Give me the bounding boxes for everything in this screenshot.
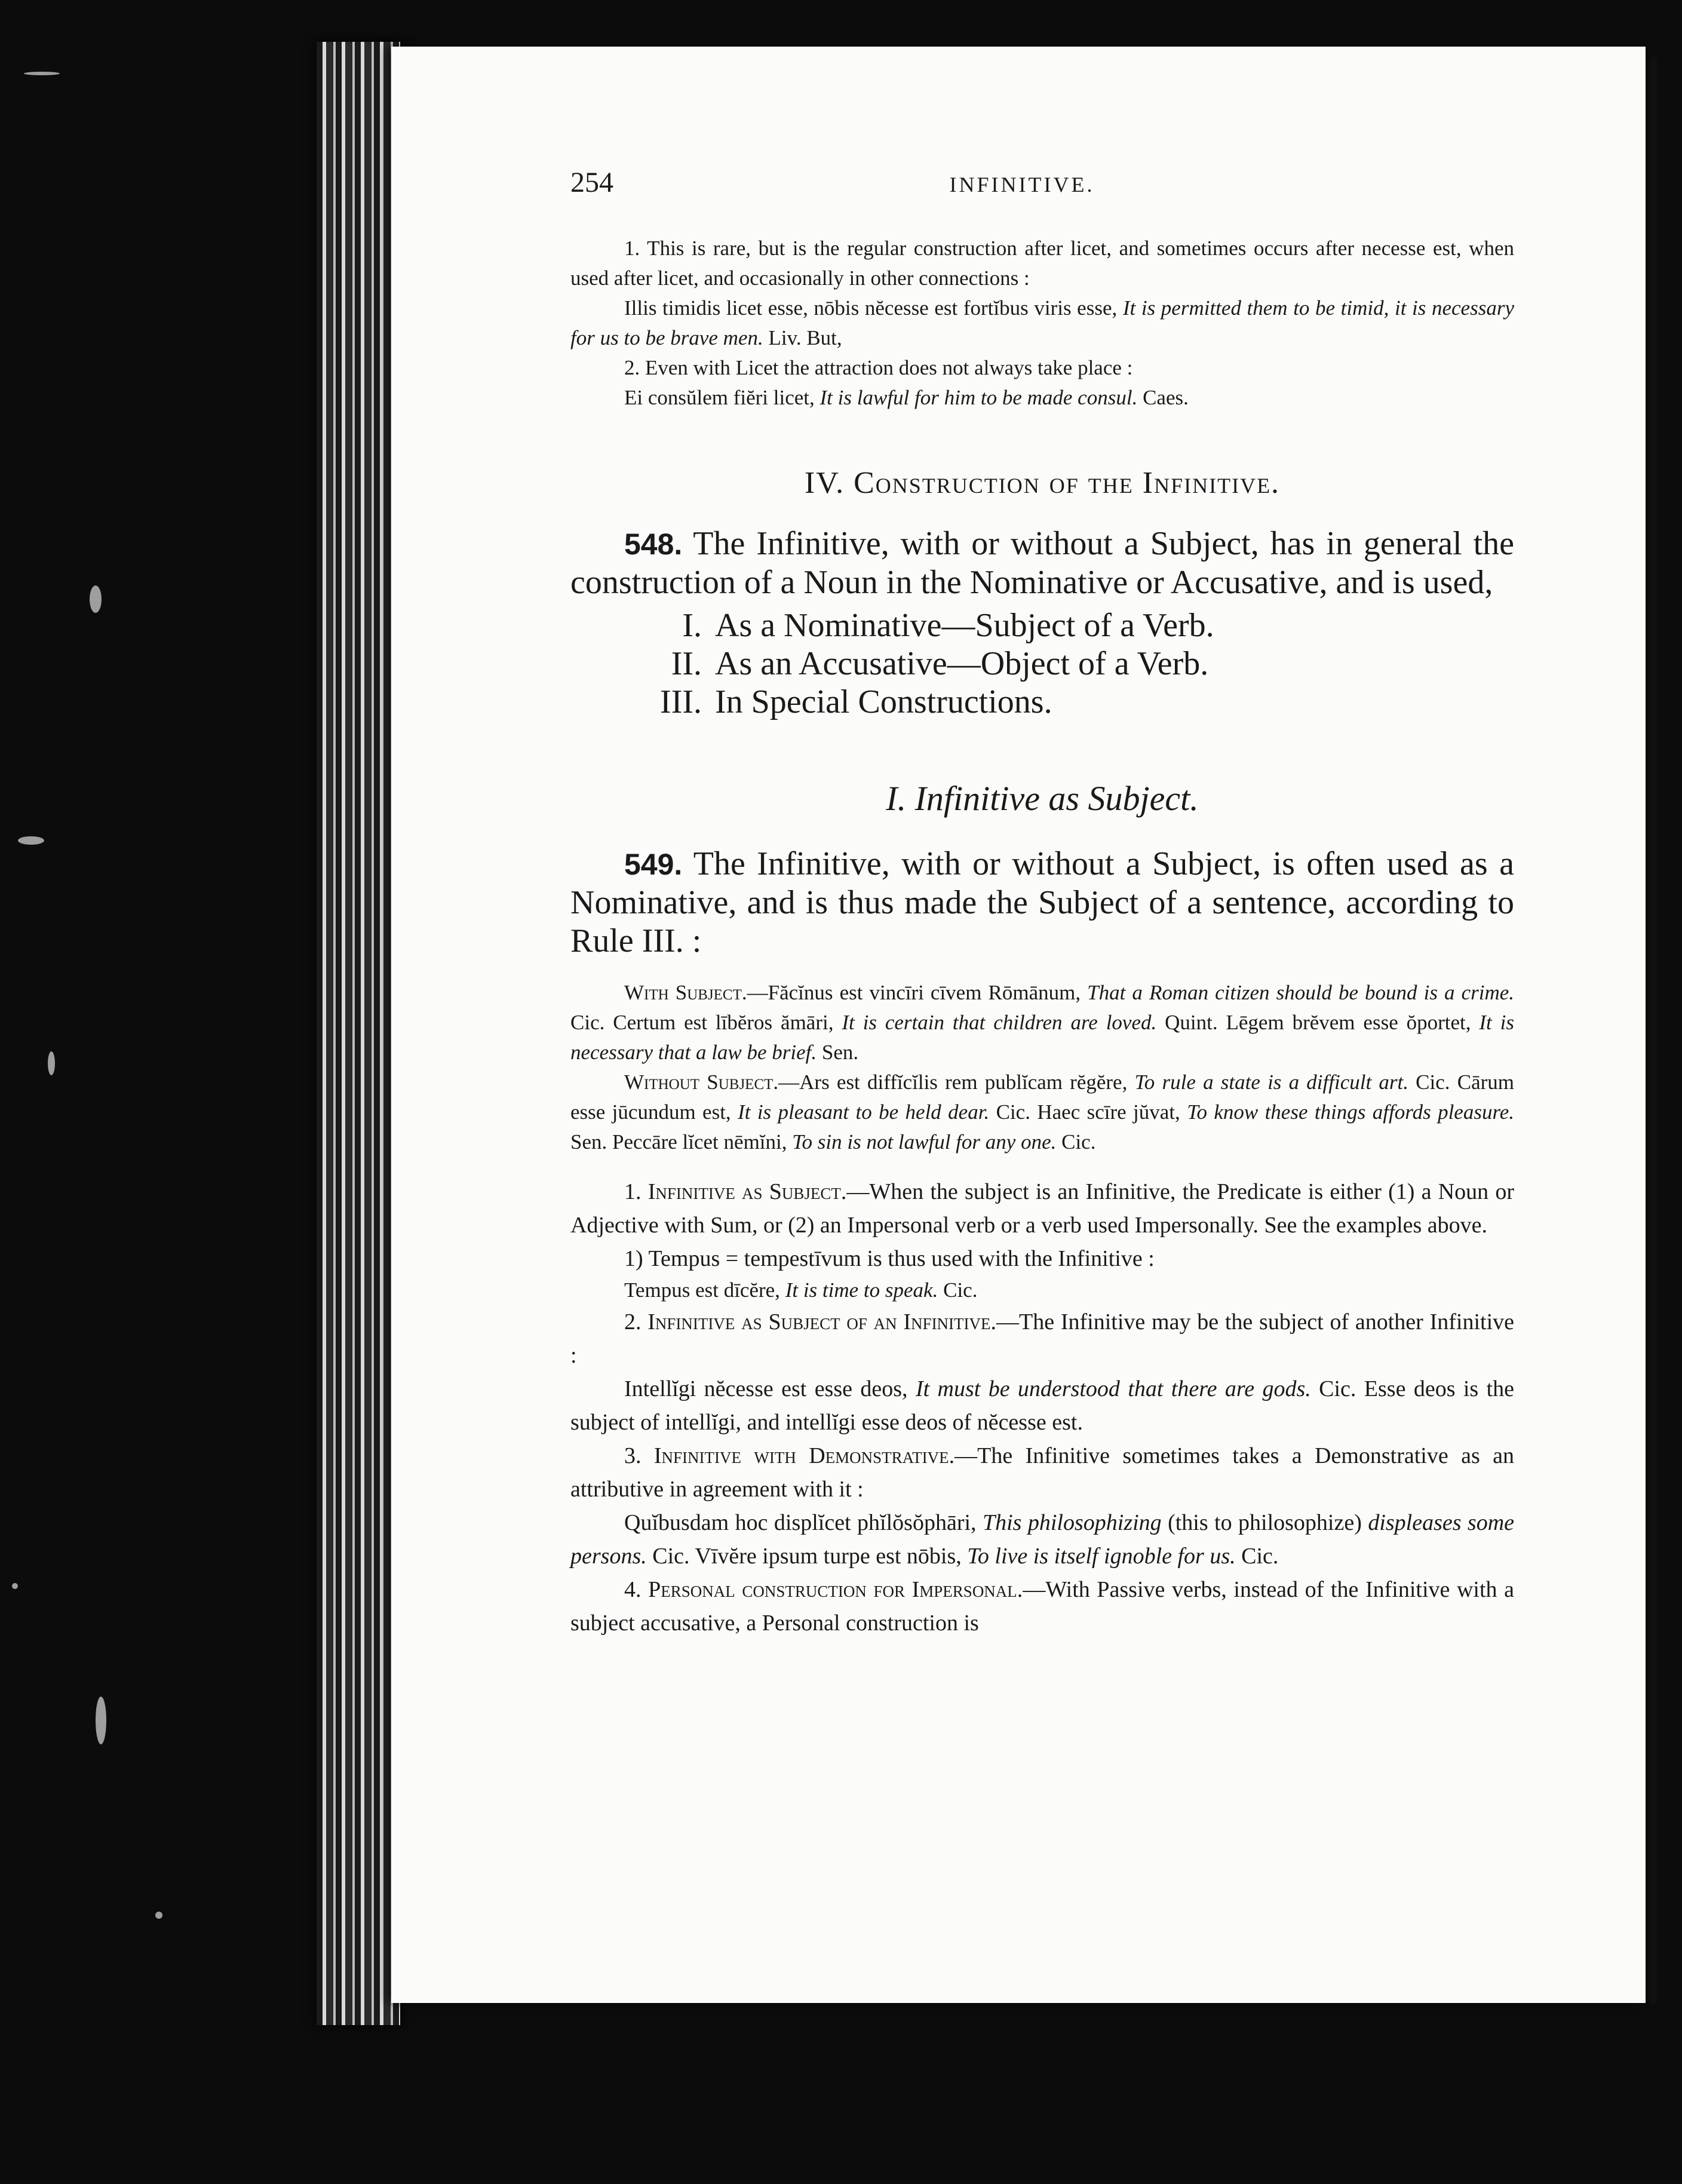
note-demonstrative-example: [570, 1506, 1514, 1573]
english-translation: To live is itself ignoble for us.: [967, 1544, 1236, 1569]
source-citation: Cic.: [570, 1011, 605, 1034]
english-translation: To sin is not lawful for any one.: [792, 1130, 1057, 1154]
scan-speck: [90, 585, 102, 613]
usage-list: [570, 606, 1514, 721]
english-translation: This philosophizing: [982, 1510, 1162, 1535]
scan-speck: [155, 1912, 162, 1919]
list-item-text: As an Accusative—Object of a Verb.: [715, 645, 1209, 682]
latin-example: Illis timidis licet esse, nōbis nĕcesse est fortĭbus viris esse,: [624, 296, 1118, 320]
note-2-example: [570, 383, 1514, 413]
roman-numeral: I.: [682, 607, 702, 644]
note-text: —The Infinitive sometimes takes a Demonstrative as an attributive in agreement with it :: [570, 1443, 1515, 1502]
scan-speck: [12, 1583, 18, 1589]
section-numeral: IV.: [804, 466, 845, 500]
note-text: —When the subject is an Infinitive, the Predicate is either (1) a Noun or Adjective with Sum, or (2) an Impersonal verb or a verb used Impersonally. See the examples above.: [570, 1179, 1514, 1238]
paragraph-549: [570, 845, 1514, 960]
note-subject-of-infinitive-example: [570, 1372, 1514, 1439]
source-citation: Liv. But,: [768, 326, 842, 349]
example-label: Without Subject.: [624, 1070, 779, 1094]
list-item: [570, 683, 1514, 721]
note-1-text: 1. This is rare, but is the regular construction after licet, and sometimes occurs after necesse est, when used after licet, and occasionally in other connections :: [570, 237, 1514, 290]
latin-example: —Făcĭnus est vincīri cīvem Rōmānum,: [747, 981, 1081, 1004]
latin-example: Cārum esse jūcundum est,: [570, 1070, 1514, 1124]
note-demonstrative: [570, 1439, 1514, 1506]
without-subject-examples: [570, 1068, 1514, 1157]
scan-speck: [24, 72, 60, 75]
note-2: [570, 353, 1514, 383]
list-item-text: In Special Constructions.: [715, 683, 1052, 720]
source-citation: Cic.: [652, 1544, 690, 1569]
latin-example: —Ars est diffĭcĭlis rem publĭcam rĕgĕre,: [778, 1070, 1128, 1094]
note-tempus-example: [570, 1275, 1514, 1305]
latin-example: Certum est lībĕros ămāri,: [613, 1011, 834, 1034]
english-translation: That a Roman citizen should be bound is a crime.: [1087, 981, 1515, 1004]
latin-example: Peccāre lĭcet nēmĭni,: [612, 1130, 787, 1154]
english-translation: To know these things affords pleasure.: [1187, 1100, 1515, 1124]
with-subject-examples: [570, 978, 1514, 1068]
page-number: 254: [570, 167, 613, 198]
paragraph-548: [570, 524, 1514, 602]
source-citation: Cic.: [1241, 1544, 1279, 1569]
running-head: [570, 166, 1514, 199]
latin-example: Vīvĕre ipsum turpe est nōbis,: [695, 1544, 962, 1569]
english-translation: displeases some persons.: [570, 1510, 1515, 1569]
english-translation: It is certain that children are loved.: [842, 1011, 1157, 1034]
note-label: 4. Personal construction for Impersonal.: [624, 1577, 1023, 1602]
roman-numeral: II.: [671, 645, 702, 682]
english-translation: It is lawful for him to be made consul.: [819, 386, 1138, 409]
list-item-text: As a Nominative—Subject of a Verb.: [715, 607, 1214, 644]
paragraph-text: The Infinitive, with or without a Subject, has in general the construction of a Noun in the Nominative or Accusative, and is used,: [570, 525, 1514, 601]
english-translation: It must be understood that there are gods.: [915, 1376, 1311, 1401]
paragraph-number: 549.: [624, 848, 683, 881]
subsection-heading: I. Infinitive as Subject.: [886, 779, 1199, 818]
scan-speck: [18, 836, 44, 845]
latin-example: Haec scīre jŭvat,: [1037, 1100, 1180, 1124]
list-item: [570, 645, 1514, 683]
note-label: 3. Infinitive with Demonstrative.: [624, 1443, 955, 1468]
english-translation: It is time to speak.: [785, 1278, 938, 1302]
note-infinitive-as-subject: [570, 1175, 1514, 1242]
page-content: [570, 166, 1514, 1640]
note-subject-of-infinitive: [570, 1305, 1514, 1372]
note-label: 1. Infinitive as Subject.: [624, 1179, 847, 1204]
source-citation: Cic.: [943, 1278, 978, 1302]
running-title: INFINITIVE.: [949, 173, 1095, 197]
paragraph-text: The Infinitive, with or without a Subject, is often used as a Nominative, and is thus made the Subject of a sentence, according to Rule III. :: [570, 845, 1514, 959]
source-citation: Cic.: [996, 1100, 1030, 1124]
english-translation: It is permitted them to be timid, it is necessary for us to be brave men.: [570, 296, 1514, 349]
source-citation: Sen.: [821, 1041, 859, 1064]
latin-example: Tempus est dīcĕre,: [624, 1278, 780, 1302]
latin-example: Quĭbusdam hoc displĭcet phĭlŏsŏphāri,: [624, 1510, 977, 1535]
source-citation: Quint.: [1165, 1011, 1218, 1034]
list-item: [570, 606, 1514, 645]
scan-speck: [48, 1051, 55, 1075]
section-title: Construction of the Infinitive.: [854, 466, 1281, 500]
note-tempus: [570, 1242, 1514, 1275]
source-citation: Cic.: [1416, 1070, 1450, 1094]
book-gutter: [317, 42, 400, 2025]
note-2-text: 2. Even with Licet the attraction does not always take place :: [624, 356, 1133, 379]
note-1: [570, 234, 1514, 293]
note-text: 1) Tempus = tempestīvum is thus used with the Infinitive :: [624, 1246, 1155, 1271]
note-text: Cic. Esse deos is the subject of intellĭgi, and intellĭgi esse deos of nĕcesse est.: [570, 1376, 1515, 1435]
section-heading-iv: [570, 465, 1514, 501]
english-translation: It is pleasant to be held dear.: [738, 1100, 990, 1124]
book-page: [391, 47, 1646, 2003]
next-page-edge: [1650, 57, 1657, 2004]
english-translation: It is necessary that a law be brief.: [570, 1011, 1515, 1064]
note-personal-construction: [570, 1573, 1514, 1640]
latin-example: Lēgem brĕvem esse ŏportet,: [1226, 1011, 1471, 1034]
latin-example: Ei consŭlem fiĕri licet,: [624, 386, 815, 409]
note-label: 2. Infinitive as Subject of an Infinitive.: [624, 1309, 997, 1335]
example-label: With Subject.: [624, 981, 747, 1004]
roman-numeral: III.: [660, 683, 702, 720]
note-1-example: [570, 293, 1514, 353]
latin-example: Intellĭgi nĕcesse est esse deos,: [624, 1376, 908, 1401]
note-text: (this to philosophize): [1168, 1510, 1362, 1535]
source-citation: Sen.: [570, 1130, 607, 1154]
note-text: —With Passive verbs, instead of the Infinitive with a subject accusative, a Personal construction is: [570, 1577, 1515, 1636]
source-citation: Caes.: [1143, 386, 1189, 409]
note-text: —The Infinitive may be the subject of another Infinitive :: [570, 1309, 1515, 1368]
english-translation: To rule a state is a difficult art.: [1134, 1070, 1408, 1094]
scan-speck: [96, 1697, 106, 1744]
paragraph-number: 548.: [624, 527, 683, 561]
source-citation: Cic.: [1061, 1130, 1096, 1154]
